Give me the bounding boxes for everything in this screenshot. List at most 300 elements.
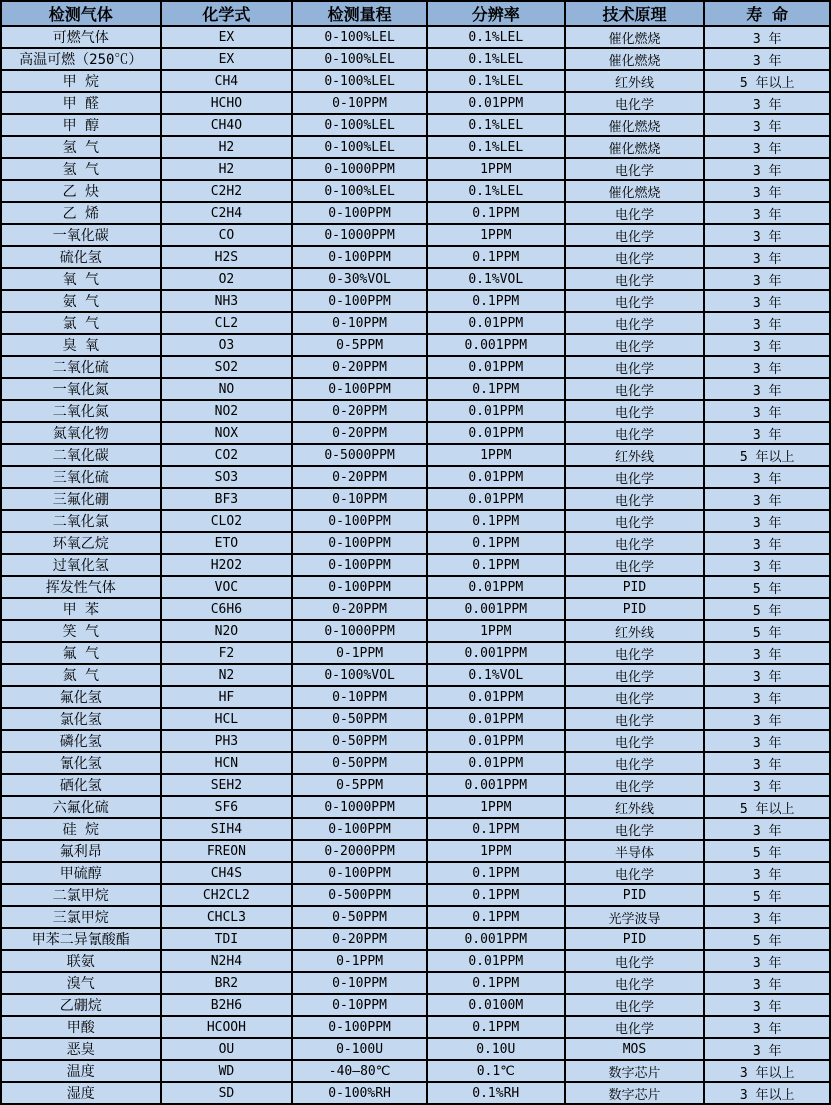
cell-gas: 甲 苯 xyxy=(1,598,161,620)
cell-lifespan: 3 年 xyxy=(704,246,830,268)
cell-principle: PID xyxy=(565,576,705,598)
cell-lifespan: 3 年 xyxy=(704,158,830,180)
table-row xyxy=(1,510,830,532)
table-row xyxy=(1,70,830,92)
cell-lifespan: 3 年 xyxy=(704,378,830,400)
cell-lifespan: 3 年 xyxy=(704,730,830,752)
cell-lifespan: 3 年 xyxy=(704,334,830,356)
cell-principle: 电化学 xyxy=(565,972,705,994)
cell-gas: 氯 气 xyxy=(1,312,161,334)
cell-resolution: 0.1PPM xyxy=(427,862,565,884)
cell-range: 0-1000PPM xyxy=(292,158,427,180)
table-row xyxy=(1,26,830,48)
cell-lifespan: 3 年 xyxy=(704,664,830,686)
table-row xyxy=(1,92,830,114)
cell-resolution: 0.001PPM xyxy=(427,642,565,664)
cell-lifespan: 3 年 xyxy=(704,48,830,70)
cell-formula: N2 xyxy=(161,664,293,686)
table-row xyxy=(1,136,830,158)
table-row xyxy=(1,422,830,444)
cell-gas: 氢 气 xyxy=(1,136,161,158)
cell-range: 0-20PPM xyxy=(292,356,427,378)
cell-principle: 催化燃烧 xyxy=(565,48,705,70)
cell-lifespan: 3 年 xyxy=(704,356,830,378)
cell-lifespan: 5 年 xyxy=(704,620,830,642)
cell-principle: 电化学 xyxy=(565,950,705,972)
cell-lifespan: 3 年 xyxy=(704,202,830,224)
cell-range: 0-100PPM xyxy=(292,532,427,554)
cell-formula: FREON xyxy=(161,840,293,862)
cell-range: 0-500PPM xyxy=(292,884,427,906)
cell-lifespan: 3 年 xyxy=(704,400,830,422)
cell-resolution: 0.01PPM xyxy=(427,422,565,444)
cell-lifespan: 5 年 xyxy=(704,928,830,950)
cell-principle: 数字芯片 xyxy=(565,1082,705,1104)
cell-lifespan: 5 年 xyxy=(704,840,830,862)
cell-lifespan: 3 年 xyxy=(704,686,830,708)
cell-resolution: 0.01PPM xyxy=(427,312,565,334)
cell-formula: SEH2 xyxy=(161,774,293,796)
cell-formula: HF xyxy=(161,686,293,708)
cell-resolution: 0.1PPM xyxy=(427,510,565,532)
table-header-row xyxy=(1,1,830,26)
cell-lifespan: 3 年 xyxy=(704,510,830,532)
cell-formula: N2H4 xyxy=(161,950,293,972)
cell-principle: 红外线 xyxy=(565,444,705,466)
cell-formula: O3 xyxy=(161,334,293,356)
cell-formula: ETO xyxy=(161,532,293,554)
cell-range: 0-50PPM xyxy=(292,752,427,774)
cell-gas: 笑 气 xyxy=(1,620,161,642)
cell-range: 0-10PPM xyxy=(292,994,427,1016)
cell-lifespan: 3 年 xyxy=(704,906,830,928)
cell-resolution: 0.1PPM xyxy=(427,290,565,312)
cell-principle: 电化学 xyxy=(565,862,705,884)
cell-resolution: 1PPM xyxy=(427,224,565,246)
cell-gas: 可燃气体 xyxy=(1,26,161,48)
table-row xyxy=(1,224,830,246)
cell-gas: 乙 炔 xyxy=(1,180,161,202)
cell-gas: 联氨 xyxy=(1,950,161,972)
cell-principle: 催化燃烧 xyxy=(565,114,705,136)
cell-principle: PID xyxy=(565,598,705,620)
cell-gas: 甲 醇 xyxy=(1,114,161,136)
cell-gas: 一氧化碳 xyxy=(1,224,161,246)
table-row xyxy=(1,268,830,290)
cell-lifespan: 3 年 xyxy=(704,422,830,444)
cell-principle: 电化学 xyxy=(565,334,705,356)
cell-principle: 电化学 xyxy=(565,774,705,796)
table-row xyxy=(1,708,830,730)
cell-resolution: 1PPM xyxy=(427,620,565,642)
cell-lifespan: 5 年以上 xyxy=(704,444,830,466)
table-row xyxy=(1,1082,830,1104)
cell-resolution: 0.1PPM xyxy=(427,378,565,400)
cell-principle: PID xyxy=(565,884,705,906)
cell-principle: 催化燃烧 xyxy=(565,26,705,48)
cell-principle: 半导体 xyxy=(565,840,705,862)
cell-gas: 氮 气 xyxy=(1,664,161,686)
cell-formula: F2 xyxy=(161,642,293,664)
cell-gas: 甲 烷 xyxy=(1,70,161,92)
cell-range: 0-50PPM xyxy=(292,730,427,752)
cell-range: 0-1000PPM xyxy=(292,224,427,246)
cell-formula: CO2 xyxy=(161,444,293,466)
cell-resolution: 0.1PPM xyxy=(427,202,565,224)
cell-gas: 溴气 xyxy=(1,972,161,994)
cell-range: 0-100%LEL xyxy=(292,136,427,158)
cell-gas: 甲硫醇 xyxy=(1,862,161,884)
cell-gas: 二氧化碳 xyxy=(1,444,161,466)
table-row xyxy=(1,466,830,488)
cell-lifespan: 3 年 xyxy=(704,466,830,488)
cell-gas: 氟 气 xyxy=(1,642,161,664)
table-row xyxy=(1,862,830,884)
cell-lifespan: 3 年 xyxy=(704,1038,830,1060)
cell-range: 0-100%VOL xyxy=(292,664,427,686)
cell-range: 0-20PPM xyxy=(292,400,427,422)
cell-lifespan: 3 年 xyxy=(704,774,830,796)
cell-lifespan: 3 年 xyxy=(704,268,830,290)
cell-resolution: 1PPM xyxy=(427,796,565,818)
cell-gas: 氰化氢 xyxy=(1,752,161,774)
column-header-formula: 化学式 xyxy=(161,1,293,26)
cell-range: 0-20PPM xyxy=(292,422,427,444)
table-row xyxy=(1,1060,830,1082)
cell-range: 0-20PPM xyxy=(292,466,427,488)
cell-range: 0-20PPM xyxy=(292,598,427,620)
cell-formula: WD xyxy=(161,1060,293,1082)
table-row xyxy=(1,576,830,598)
cell-resolution: 0.01PPM xyxy=(427,466,565,488)
cell-range: 0-10PPM xyxy=(292,312,427,334)
cell-formula: N2O xyxy=(161,620,293,642)
cell-principle: 电化学 xyxy=(565,466,705,488)
cell-formula: SO3 xyxy=(161,466,293,488)
cell-resolution: 1PPM xyxy=(427,158,565,180)
cell-principle: 电化学 xyxy=(565,730,705,752)
cell-resolution: 0.1PPM xyxy=(427,532,565,554)
cell-resolution: 0.01PPM xyxy=(427,488,565,510)
cell-range: 0-100PPM xyxy=(292,862,427,884)
cell-formula: NO2 xyxy=(161,400,293,422)
cell-gas: 臭 氧 xyxy=(1,334,161,356)
cell-resolution: 0.1%LEL xyxy=(427,114,565,136)
cell-gas: 挥发性气体 xyxy=(1,576,161,598)
cell-resolution: 1PPM xyxy=(427,840,565,862)
cell-resolution: 0.1%RH xyxy=(427,1082,565,1104)
cell-range: 0-100PPM xyxy=(292,576,427,598)
cell-principle: 电化学 xyxy=(565,686,705,708)
cell-principle: 电化学 xyxy=(565,400,705,422)
cell-range: 0-100%LEL xyxy=(292,70,427,92)
cell-lifespan: 3 年 xyxy=(704,312,830,334)
cell-principle: 红外线 xyxy=(565,620,705,642)
cell-lifespan: 3 年 xyxy=(704,180,830,202)
cell-range: 0-10PPM xyxy=(292,92,427,114)
cell-gas: 六氟化硫 xyxy=(1,796,161,818)
cell-principle: 电化学 xyxy=(565,1016,705,1038)
cell-principle: 电化学 xyxy=(565,246,705,268)
cell-range: 0-100PPM xyxy=(292,202,427,224)
cell-gas: 恶臭 xyxy=(1,1038,161,1060)
cell-principle: 催化燃烧 xyxy=(565,180,705,202)
cell-formula: SD xyxy=(161,1082,293,1104)
cell-resolution: 0.1PPM xyxy=(427,246,565,268)
table-row xyxy=(1,1016,830,1038)
cell-formula: PH3 xyxy=(161,730,293,752)
table-row xyxy=(1,774,830,796)
cell-gas: 硒化氢 xyxy=(1,774,161,796)
table-row xyxy=(1,554,830,576)
table-row xyxy=(1,246,830,268)
cell-range: 0-1PPM xyxy=(292,642,427,664)
cell-principle: 电化学 xyxy=(565,158,705,180)
cell-gas: 湿度 xyxy=(1,1082,161,1104)
column-header-range: 检测量程 xyxy=(292,1,427,26)
cell-formula: CH4O xyxy=(161,114,293,136)
table-row xyxy=(1,840,830,862)
cell-formula: SF6 xyxy=(161,796,293,818)
cell-range: 0-5PPM xyxy=(292,774,427,796)
table-row xyxy=(1,532,830,554)
cell-lifespan: 3 年 xyxy=(704,488,830,510)
cell-principle: 电化学 xyxy=(565,422,705,444)
cell-principle: 电化学 xyxy=(565,752,705,774)
table-row xyxy=(1,158,830,180)
cell-formula: C2H4 xyxy=(161,202,293,224)
cell-range: 0-100PPM xyxy=(292,510,427,532)
cell-range: 0-10PPM xyxy=(292,488,427,510)
cell-gas: 三氯甲烷 xyxy=(1,906,161,928)
cell-gas: 硅 烷 xyxy=(1,818,161,840)
cell-formula: HCHO xyxy=(161,92,293,114)
cell-formula: EX xyxy=(161,26,293,48)
cell-resolution: 0.1PPM xyxy=(427,1016,565,1038)
cell-range: 0-10PPM xyxy=(292,972,427,994)
cell-formula: B2H6 xyxy=(161,994,293,1016)
cell-principle: PID xyxy=(565,928,705,950)
cell-lifespan: 3 年 xyxy=(704,114,830,136)
cell-range: 0-1000PPM xyxy=(292,620,427,642)
cell-lifespan: 3 年 xyxy=(704,290,830,312)
cell-resolution: 0.1PPM xyxy=(427,906,565,928)
cell-resolution: 0.01PPM xyxy=(427,576,565,598)
cell-gas: 三氟化硼 xyxy=(1,488,161,510)
table-row xyxy=(1,752,830,774)
cell-principle: 电化学 xyxy=(565,642,705,664)
cell-formula: HCN xyxy=(161,752,293,774)
cell-formula: SIH4 xyxy=(161,818,293,840)
cell-gas: 乙 烯 xyxy=(1,202,161,224)
cell-principle: MOS xyxy=(565,1038,705,1060)
cell-gas: 硫化氢 xyxy=(1,246,161,268)
cell-lifespan: 3 年以上 xyxy=(704,1082,830,1104)
cell-range: 0-5PPM xyxy=(292,334,427,356)
cell-principle: 催化燃烧 xyxy=(565,136,705,158)
table-row xyxy=(1,444,830,466)
cell-resolution: 0.1℃ xyxy=(427,1060,565,1082)
cell-gas: 二氧化氯 xyxy=(1,510,161,532)
cell-lifespan: 3 年 xyxy=(704,26,830,48)
cell-resolution: 0.1PPM xyxy=(427,884,565,906)
cell-resolution: 0.01PPM xyxy=(427,752,565,774)
cell-lifespan: 3 年 xyxy=(704,92,830,114)
cell-resolution: 0.001PPM xyxy=(427,598,565,620)
cell-resolution: 0.001PPM xyxy=(427,928,565,950)
cell-gas: 一氧化氮 xyxy=(1,378,161,400)
cell-lifespan: 3 年 xyxy=(704,136,830,158)
cell-principle: 电化学 xyxy=(565,664,705,686)
cell-formula: CLO2 xyxy=(161,510,293,532)
cell-formula: BR2 xyxy=(161,972,293,994)
cell-formula: NO xyxy=(161,378,293,400)
cell-formula: H2 xyxy=(161,136,293,158)
table-row xyxy=(1,290,830,312)
cell-formula: O2 xyxy=(161,268,293,290)
cell-formula: SO2 xyxy=(161,356,293,378)
cell-principle: 电化学 xyxy=(565,532,705,554)
cell-resolution: 0.1%LEL xyxy=(427,70,565,92)
cell-gas: 氟利昂 xyxy=(1,840,161,862)
cell-formula: NH3 xyxy=(161,290,293,312)
cell-range: 0-30%VOL xyxy=(292,268,427,290)
cell-range: 0-2000PPM xyxy=(292,840,427,862)
cell-range: 0-1000PPM xyxy=(292,796,427,818)
cell-formula: CHCL3 xyxy=(161,906,293,928)
cell-formula: VOC xyxy=(161,576,293,598)
cell-resolution: 0.10U xyxy=(427,1038,565,1060)
cell-lifespan: 5 年以上 xyxy=(704,70,830,92)
cell-resolution: 0.1PPM xyxy=(427,972,565,994)
cell-resolution: 0.1%VOL xyxy=(427,664,565,686)
table-row xyxy=(1,972,830,994)
cell-range: 0-10PPM xyxy=(292,686,427,708)
cell-formula: CH2CL2 xyxy=(161,884,293,906)
cell-gas: 氟化氢 xyxy=(1,686,161,708)
column-header-gas: 检测气体 xyxy=(1,1,161,26)
cell-principle: 电化学 xyxy=(565,994,705,1016)
column-header-resolution: 分辨率 xyxy=(427,1,565,26)
cell-principle: 电化学 xyxy=(565,356,705,378)
cell-resolution: 0.1PPM xyxy=(427,554,565,576)
table-body xyxy=(1,26,830,1104)
table-row xyxy=(1,334,830,356)
column-header-principle: 技术原理 xyxy=(565,1,705,26)
cell-principle: 电化学 xyxy=(565,202,705,224)
cell-formula: H2O2 xyxy=(161,554,293,576)
table-row xyxy=(1,994,830,1016)
table-row xyxy=(1,378,830,400)
cell-range: 0-100%LEL xyxy=(292,180,427,202)
cell-range: 0-100%LEL xyxy=(292,114,427,136)
cell-formula: CO xyxy=(161,224,293,246)
cell-gas: 乙硼烷 xyxy=(1,994,161,1016)
cell-gas: 环氧乙烷 xyxy=(1,532,161,554)
cell-formula: H2 xyxy=(161,158,293,180)
cell-resolution: 1PPM xyxy=(427,444,565,466)
cell-gas: 过氧化氢 xyxy=(1,554,161,576)
cell-lifespan: 5 年以上 xyxy=(704,796,830,818)
cell-range: 0-100PPM xyxy=(292,554,427,576)
cell-gas: 氢 气 xyxy=(1,158,161,180)
cell-formula: CH4S xyxy=(161,862,293,884)
table-row xyxy=(1,488,830,510)
table-row xyxy=(1,928,830,950)
cell-principle: 红外线 xyxy=(565,796,705,818)
cell-lifespan: 3 年以上 xyxy=(704,1060,830,1082)
cell-formula: H2S xyxy=(161,246,293,268)
table-row xyxy=(1,884,830,906)
cell-range: 0-100PPM xyxy=(292,378,427,400)
cell-range: 0-50PPM xyxy=(292,906,427,928)
cell-gas: 磷化氢 xyxy=(1,730,161,752)
cell-principle: 电化学 xyxy=(565,818,705,840)
cell-gas: 氮氧化物 xyxy=(1,422,161,444)
cell-formula: HCL xyxy=(161,708,293,730)
table-row xyxy=(1,180,830,202)
cell-lifespan: 3 年 xyxy=(704,818,830,840)
cell-gas: 甲酸 xyxy=(1,1016,161,1038)
cell-range: 0-5000PPM xyxy=(292,444,427,466)
cell-resolution: 0.01PPM xyxy=(427,686,565,708)
cell-lifespan: 3 年 xyxy=(704,642,830,664)
cell-principle: 数字芯片 xyxy=(565,1060,705,1082)
cell-range: 0-100%LEL xyxy=(292,48,427,70)
cell-lifespan: 3 年 xyxy=(704,994,830,1016)
cell-formula: CH4 xyxy=(161,70,293,92)
cell-resolution: 0.001PPM xyxy=(427,774,565,796)
cell-lifespan: 5 年 xyxy=(704,884,830,906)
cell-resolution: 0.1%LEL xyxy=(427,180,565,202)
table-row xyxy=(1,730,830,752)
cell-range: 0-100%RH xyxy=(292,1082,427,1104)
cell-principle: 电化学 xyxy=(565,554,705,576)
cell-resolution: 0.01PPM xyxy=(427,400,565,422)
cell-lifespan: 3 年 xyxy=(704,554,830,576)
cell-formula: HCOOH xyxy=(161,1016,293,1038)
cell-resolution: 0.0100M xyxy=(427,994,565,1016)
cell-formula: OU xyxy=(161,1038,293,1060)
cell-resolution: 0.1%VOL xyxy=(427,268,565,290)
table-row xyxy=(1,114,830,136)
cell-range: 0-100PPM xyxy=(292,246,427,268)
cell-lifespan: 5 年 xyxy=(704,598,830,620)
cell-principle: 电化学 xyxy=(565,312,705,334)
cell-formula: CL2 xyxy=(161,312,293,334)
column-header-lifespan: 寿 命 xyxy=(704,1,830,26)
cell-lifespan: 3 年 xyxy=(704,532,830,554)
cell-lifespan: 3 年 xyxy=(704,972,830,994)
table-row xyxy=(1,48,830,70)
table-row xyxy=(1,642,830,664)
cell-gas: 二氧化氮 xyxy=(1,400,161,422)
cell-principle: 电化学 xyxy=(565,224,705,246)
cell-resolution: 0.01PPM xyxy=(427,356,565,378)
cell-gas: 甲苯二异氰酸酯 xyxy=(1,928,161,950)
cell-resolution: 0.1%LEL xyxy=(427,48,565,70)
cell-range: 0-100%LEL xyxy=(292,26,427,48)
cell-principle: 电化学 xyxy=(565,488,705,510)
cell-principle: 电化学 xyxy=(565,92,705,114)
cell-gas: 甲 醛 xyxy=(1,92,161,114)
cell-principle: 电化学 xyxy=(565,708,705,730)
cell-principle: 红外线 xyxy=(565,70,705,92)
table-row xyxy=(1,950,830,972)
cell-gas: 二氧化硫 xyxy=(1,356,161,378)
table-row xyxy=(1,686,830,708)
cell-formula: C2H2 xyxy=(161,180,293,202)
